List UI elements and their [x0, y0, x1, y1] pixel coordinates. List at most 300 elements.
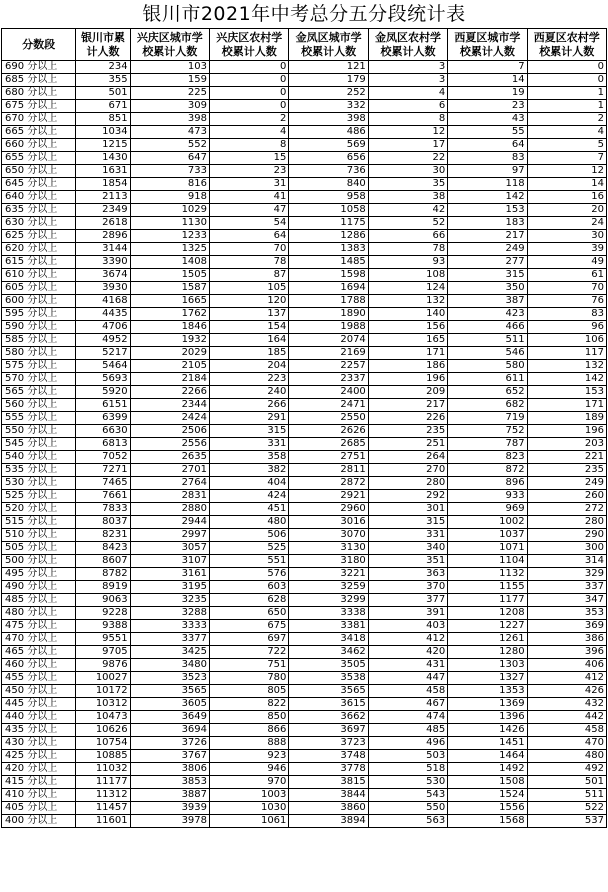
count-cell: 2113	[76, 191, 130, 204]
count-cell: 370	[368, 581, 447, 594]
count-cell: 2	[210, 113, 289, 126]
count-cell: 1430	[76, 152, 130, 165]
table-row	[2, 308, 607, 321]
count-cell: 9876	[76, 659, 130, 672]
count-cell: 3288	[130, 607, 209, 620]
count-cell: 805	[210, 685, 289, 698]
count-cell: 2635	[130, 451, 209, 464]
count-cell: 185	[210, 347, 289, 360]
score-segment-cell: 430 分以上	[2, 737, 76, 750]
count-cell: 14	[527, 178, 606, 191]
count-cell: 9705	[76, 646, 130, 659]
table-row	[2, 646, 607, 659]
count-cell: 42	[368, 204, 447, 217]
count-cell: 3806	[130, 763, 209, 776]
count-cell: 23	[448, 100, 527, 113]
table-row	[2, 607, 607, 620]
count-cell: 1631	[76, 165, 130, 178]
count-cell: 840	[289, 178, 368, 191]
count-cell: 54	[210, 217, 289, 230]
count-cell: 682	[448, 399, 527, 412]
count-cell: 391	[368, 607, 447, 620]
count-cell: 1030	[210, 802, 289, 815]
count-cell: 3462	[289, 646, 368, 659]
count-cell: 5693	[76, 373, 130, 386]
count-cell: 226	[368, 412, 447, 425]
count-cell: 2169	[289, 347, 368, 360]
count-cell: 196	[368, 373, 447, 386]
count-cell: 3057	[130, 542, 209, 555]
count-cell: 49	[527, 256, 606, 269]
count-cell: 3887	[130, 789, 209, 802]
count-cell: 2618	[76, 217, 130, 230]
count-cell: 1280	[448, 646, 527, 659]
count-cell: 235	[368, 425, 447, 438]
count-cell: 1034	[76, 126, 130, 139]
count-cell: 2751	[289, 451, 368, 464]
header-xingqing-rural: 兴庆区农村学校累计人数	[210, 29, 289, 61]
count-cell: 492	[527, 763, 606, 776]
count-cell: 83	[527, 308, 606, 321]
score-segment-cell: 425 分以上	[2, 750, 76, 763]
count-cell: 752	[448, 425, 527, 438]
table-row	[2, 503, 607, 516]
count-cell: 186	[368, 360, 447, 373]
count-cell: 5920	[76, 386, 130, 399]
count-cell: 396	[527, 646, 606, 659]
count-cell: 751	[210, 659, 289, 672]
count-cell: 7465	[76, 477, 130, 490]
count-cell: 780	[210, 672, 289, 685]
score-segment-cell: 640 分以上	[2, 191, 76, 204]
count-cell: 8037	[76, 516, 130, 529]
count-cell: 3070	[289, 529, 368, 542]
count-cell: 240	[210, 386, 289, 399]
score-segment-cell: 490 分以上	[2, 581, 76, 594]
count-cell: 280	[527, 516, 606, 529]
score-segment-cell: 460 分以上	[2, 659, 76, 672]
count-cell: 1353	[448, 685, 527, 698]
score-segment-cell: 545 分以上	[2, 438, 76, 451]
count-cell: 3853	[130, 776, 209, 789]
header-xixia-urban: 西夏区城市学校累计人数	[448, 29, 527, 61]
count-cell: 1058	[289, 204, 368, 217]
count-cell: 7052	[76, 451, 130, 464]
count-cell: 153	[527, 386, 606, 399]
count-cell: 923	[210, 750, 289, 763]
count-cell: 10172	[76, 685, 130, 698]
count-cell: 412	[368, 633, 447, 646]
table-row	[2, 776, 607, 789]
count-cell: 314	[527, 555, 606, 568]
count-cell: 61	[527, 269, 606, 282]
count-cell: 603	[210, 581, 289, 594]
count-cell: 424	[210, 490, 289, 503]
count-cell: 1369	[448, 698, 527, 711]
count-cell: 10626	[76, 724, 130, 737]
count-cell: 2997	[130, 529, 209, 542]
count-cell: 66	[368, 230, 447, 243]
count-cell: 11032	[76, 763, 130, 776]
count-cell: 6	[368, 100, 447, 113]
count-cell: 404	[210, 477, 289, 490]
count-cell: 8782	[76, 568, 130, 581]
count-cell: 3694	[130, 724, 209, 737]
table-row	[2, 815, 607, 828]
count-cell: 223	[210, 373, 289, 386]
count-cell: 309	[130, 100, 209, 113]
count-cell: 569	[289, 139, 368, 152]
table-row	[2, 516, 607, 529]
count-cell: 3939	[130, 802, 209, 815]
count-cell: 1846	[130, 321, 209, 334]
count-cell: 0	[527, 74, 606, 87]
score-segment-cell: 475 分以上	[2, 620, 76, 633]
score-segment-cell: 580 分以上	[2, 347, 76, 360]
count-cell: 140	[368, 308, 447, 321]
count-cell: 2960	[289, 503, 368, 516]
count-cell: 518	[368, 763, 447, 776]
count-cell: 480	[210, 516, 289, 529]
count-cell: 3565	[130, 685, 209, 698]
count-cell: 1383	[289, 243, 368, 256]
count-cell: 83	[448, 152, 527, 165]
count-cell: 733	[130, 165, 209, 178]
count-cell: 1505	[130, 269, 209, 282]
score-segment-cell: 665 分以上	[2, 126, 76, 139]
score-segment-cell: 575 分以上	[2, 360, 76, 373]
count-cell: 23	[210, 165, 289, 178]
table-row	[2, 438, 607, 451]
score-segment-cell: 485 分以上	[2, 594, 76, 607]
count-cell: 337	[527, 581, 606, 594]
count-cell: 3130	[289, 542, 368, 555]
count-cell: 2550	[289, 412, 368, 425]
score-segment-cell: 605 分以上	[2, 282, 76, 295]
count-cell: 2685	[289, 438, 368, 451]
count-cell: 580	[448, 360, 527, 373]
score-segment-cell: 505 分以上	[2, 542, 76, 555]
count-cell: 291	[210, 412, 289, 425]
header-xixia-rural: 西夏区农村学校累计人数	[527, 29, 606, 61]
count-cell: 823	[448, 451, 527, 464]
header-yinchuan-cumulative: 银川市累计人数	[76, 29, 130, 61]
count-cell: 675	[210, 620, 289, 633]
score-segment-cell: 415 分以上	[2, 776, 76, 789]
count-cell: 1037	[448, 529, 527, 542]
table-row	[2, 750, 607, 763]
table-row	[2, 737, 607, 750]
count-cell: 1854	[76, 178, 130, 191]
table-row	[2, 100, 607, 113]
count-cell: 217	[448, 230, 527, 243]
count-cell: 70	[527, 282, 606, 295]
count-cell: 10885	[76, 750, 130, 763]
count-cell: 264	[368, 451, 447, 464]
count-cell: 3815	[289, 776, 368, 789]
score-segment-cell: 400 分以上	[2, 815, 76, 828]
count-cell: 386	[527, 633, 606, 646]
count-cell: 142	[448, 191, 527, 204]
count-cell: 628	[210, 594, 289, 607]
count-cell: 3144	[76, 243, 130, 256]
count-cell: 196	[527, 425, 606, 438]
score-segment-cell: 560 分以上	[2, 399, 76, 412]
count-cell: 12	[368, 126, 447, 139]
count-cell: 496	[368, 737, 447, 750]
count-cell: 816	[130, 178, 209, 191]
table-row	[2, 412, 607, 425]
count-cell: 958	[289, 191, 368, 204]
count-cell: 3299	[289, 594, 368, 607]
header-jinfeng-rural: 金凤区农村学校累计人数	[368, 29, 447, 61]
count-cell: 551	[210, 555, 289, 568]
count-cell: 3333	[130, 620, 209, 633]
count-cell: 2349	[76, 204, 130, 217]
count-cell: 656	[289, 152, 368, 165]
score-segment-cell: 620 分以上	[2, 243, 76, 256]
table-row	[2, 178, 607, 191]
table-row	[2, 698, 607, 711]
count-cell: 189	[527, 412, 606, 425]
score-segment-cell: 595 分以上	[2, 308, 76, 321]
count-cell: 10754	[76, 737, 130, 750]
score-segment-cell: 500 分以上	[2, 555, 76, 568]
count-cell: 3748	[289, 750, 368, 763]
count-cell: 272	[527, 503, 606, 516]
count-cell: 3930	[76, 282, 130, 295]
table-row	[2, 126, 607, 139]
count-cell: 1694	[289, 282, 368, 295]
count-cell: 15	[210, 152, 289, 165]
score-segment-cell: 650 分以上	[2, 165, 76, 178]
count-cell: 1426	[448, 724, 527, 737]
count-cell: 4	[527, 126, 606, 139]
count-cell: 2872	[289, 477, 368, 490]
table-row	[2, 217, 607, 230]
count-cell: 480	[527, 750, 606, 763]
count-cell: 117	[527, 347, 606, 360]
count-cell: 3161	[130, 568, 209, 581]
count-cell: 563	[368, 815, 447, 828]
table-row	[2, 399, 607, 412]
count-cell: 506	[210, 529, 289, 542]
count-cell: 2831	[130, 490, 209, 503]
count-cell: 3390	[76, 256, 130, 269]
count-cell: 611	[448, 373, 527, 386]
table-row	[2, 789, 607, 802]
count-cell: 2400	[289, 386, 368, 399]
count-cell: 866	[210, 724, 289, 737]
table-row	[2, 633, 607, 646]
table-row	[2, 386, 607, 399]
table-row	[2, 568, 607, 581]
count-cell: 142	[527, 373, 606, 386]
count-cell: 103	[130, 61, 209, 74]
header-xingqing-urban: 兴庆区城市学校累计人数	[130, 29, 209, 61]
count-cell: 8231	[76, 529, 130, 542]
count-cell: 576	[210, 568, 289, 581]
table-row	[2, 581, 607, 594]
count-cell: 1286	[289, 230, 368, 243]
count-cell: 97	[448, 165, 527, 178]
count-cell: 4	[368, 87, 447, 100]
score-segment-cell: 670 分以上	[2, 113, 76, 126]
count-cell: 234	[76, 61, 130, 74]
table-row	[2, 594, 607, 607]
count-cell: 137	[210, 308, 289, 321]
count-cell: 106	[527, 334, 606, 347]
table-row	[2, 152, 607, 165]
count-cell: 552	[130, 139, 209, 152]
count-cell: 3778	[289, 763, 368, 776]
count-cell: 1508	[448, 776, 527, 789]
count-cell: 24	[527, 217, 606, 230]
table-row	[2, 191, 607, 204]
count-cell: 1890	[289, 308, 368, 321]
count-cell: 1492	[448, 763, 527, 776]
count-cell: 159	[130, 74, 209, 87]
count-cell: 76	[527, 295, 606, 308]
score-segment-cell: 480 分以上	[2, 607, 76, 620]
count-cell: 2471	[289, 399, 368, 412]
count-cell: 1071	[448, 542, 527, 555]
count-cell: 55	[448, 126, 527, 139]
table-row	[2, 295, 607, 308]
table-row	[2, 360, 607, 373]
table-row	[2, 659, 607, 672]
table-row	[2, 321, 607, 334]
count-cell: 10312	[76, 698, 130, 711]
count-cell: 1104	[448, 555, 527, 568]
count-cell: 1061	[210, 815, 289, 828]
count-cell: 5217	[76, 347, 130, 360]
count-cell: 918	[130, 191, 209, 204]
count-cell: 8423	[76, 542, 130, 555]
table-row	[2, 139, 607, 152]
count-cell: 3605	[130, 698, 209, 711]
count-cell: 78	[368, 243, 447, 256]
count-cell: 3860	[289, 802, 368, 815]
count-cell: 300	[527, 542, 606, 555]
count-cell: 156	[368, 321, 447, 334]
count-cell: 0	[210, 100, 289, 113]
count-cell: 473	[130, 126, 209, 139]
count-cell: 280	[368, 477, 447, 490]
count-cell: 1303	[448, 659, 527, 672]
count-cell: 270	[368, 464, 447, 477]
table-row	[2, 529, 607, 542]
count-cell: 7661	[76, 490, 130, 503]
score-segment-cell: 450 分以上	[2, 685, 76, 698]
count-cell: 2811	[289, 464, 368, 477]
score-segment-cell: 635 分以上	[2, 204, 76, 217]
count-cell: 423	[448, 308, 527, 321]
count-cell: 353	[527, 607, 606, 620]
count-cell: 406	[527, 659, 606, 672]
score-segment-cell: 410 分以上	[2, 789, 76, 802]
count-cell: 132	[368, 295, 447, 308]
count-cell: 1788	[289, 295, 368, 308]
score-segment-cell: 405 分以上	[2, 802, 76, 815]
count-cell: 8607	[76, 555, 130, 568]
count-cell: 2701	[130, 464, 209, 477]
count-cell: 3016	[289, 516, 368, 529]
count-cell: 329	[527, 568, 606, 581]
table-row	[2, 542, 607, 555]
count-cell: 165	[368, 334, 447, 347]
count-cell: 2105	[130, 360, 209, 373]
count-cell: 1155	[448, 581, 527, 594]
count-cell: 1177	[448, 594, 527, 607]
count-cell: 3180	[289, 555, 368, 568]
count-cell: 1396	[448, 711, 527, 724]
count-cell: 451	[210, 503, 289, 516]
count-cell: 30	[527, 230, 606, 243]
count-cell: 4706	[76, 321, 130, 334]
count-cell: 501	[527, 776, 606, 789]
score-segment-cell: 515 分以上	[2, 516, 76, 529]
count-cell: 31	[210, 178, 289, 191]
count-cell: 2880	[130, 503, 209, 516]
table-row	[2, 243, 607, 256]
score-segment-cell: 690 分以上	[2, 61, 76, 74]
score-segment-cell: 630 分以上	[2, 217, 76, 230]
count-cell: 43	[448, 113, 527, 126]
count-cell: 3107	[130, 555, 209, 568]
table-row	[2, 61, 607, 74]
count-cell: 647	[130, 152, 209, 165]
count-cell: 1029	[130, 204, 209, 217]
count-cell: 1665	[130, 295, 209, 308]
count-cell: 3	[368, 61, 447, 74]
count-cell: 3425	[130, 646, 209, 659]
count-cell: 412	[527, 672, 606, 685]
count-cell: 1988	[289, 321, 368, 334]
count-cell: 4168	[76, 295, 130, 308]
count-cell: 3723	[289, 737, 368, 750]
score-segment-cell: 660 分以上	[2, 139, 76, 152]
count-cell: 511	[527, 789, 606, 802]
count-cell: 315	[448, 269, 527, 282]
count-cell: 235	[527, 464, 606, 477]
count-cell: 11457	[76, 802, 130, 815]
count-cell: 546	[448, 347, 527, 360]
score-segment-cell: 445 分以上	[2, 698, 76, 711]
count-cell: 1002	[448, 516, 527, 529]
count-cell: 277	[448, 256, 527, 269]
count-cell: 1130	[130, 217, 209, 230]
count-cell: 16	[527, 191, 606, 204]
count-cell: 93	[368, 256, 447, 269]
count-cell: 17	[368, 139, 447, 152]
count-cell: 171	[368, 347, 447, 360]
count-cell: 3221	[289, 568, 368, 581]
count-cell: 209	[368, 386, 447, 399]
count-cell: 3338	[289, 607, 368, 620]
count-cell: 387	[448, 295, 527, 308]
count-cell: 3662	[289, 711, 368, 724]
count-cell: 3235	[130, 594, 209, 607]
count-cell: 543	[368, 789, 447, 802]
count-cell: 2344	[130, 399, 209, 412]
score-segment-cell: 465 分以上	[2, 646, 76, 659]
score-table	[1, 28, 607, 828]
table-row	[2, 620, 607, 633]
table-row	[2, 724, 607, 737]
count-cell: 124	[368, 282, 447, 295]
score-segment-cell: 520 分以上	[2, 503, 76, 516]
